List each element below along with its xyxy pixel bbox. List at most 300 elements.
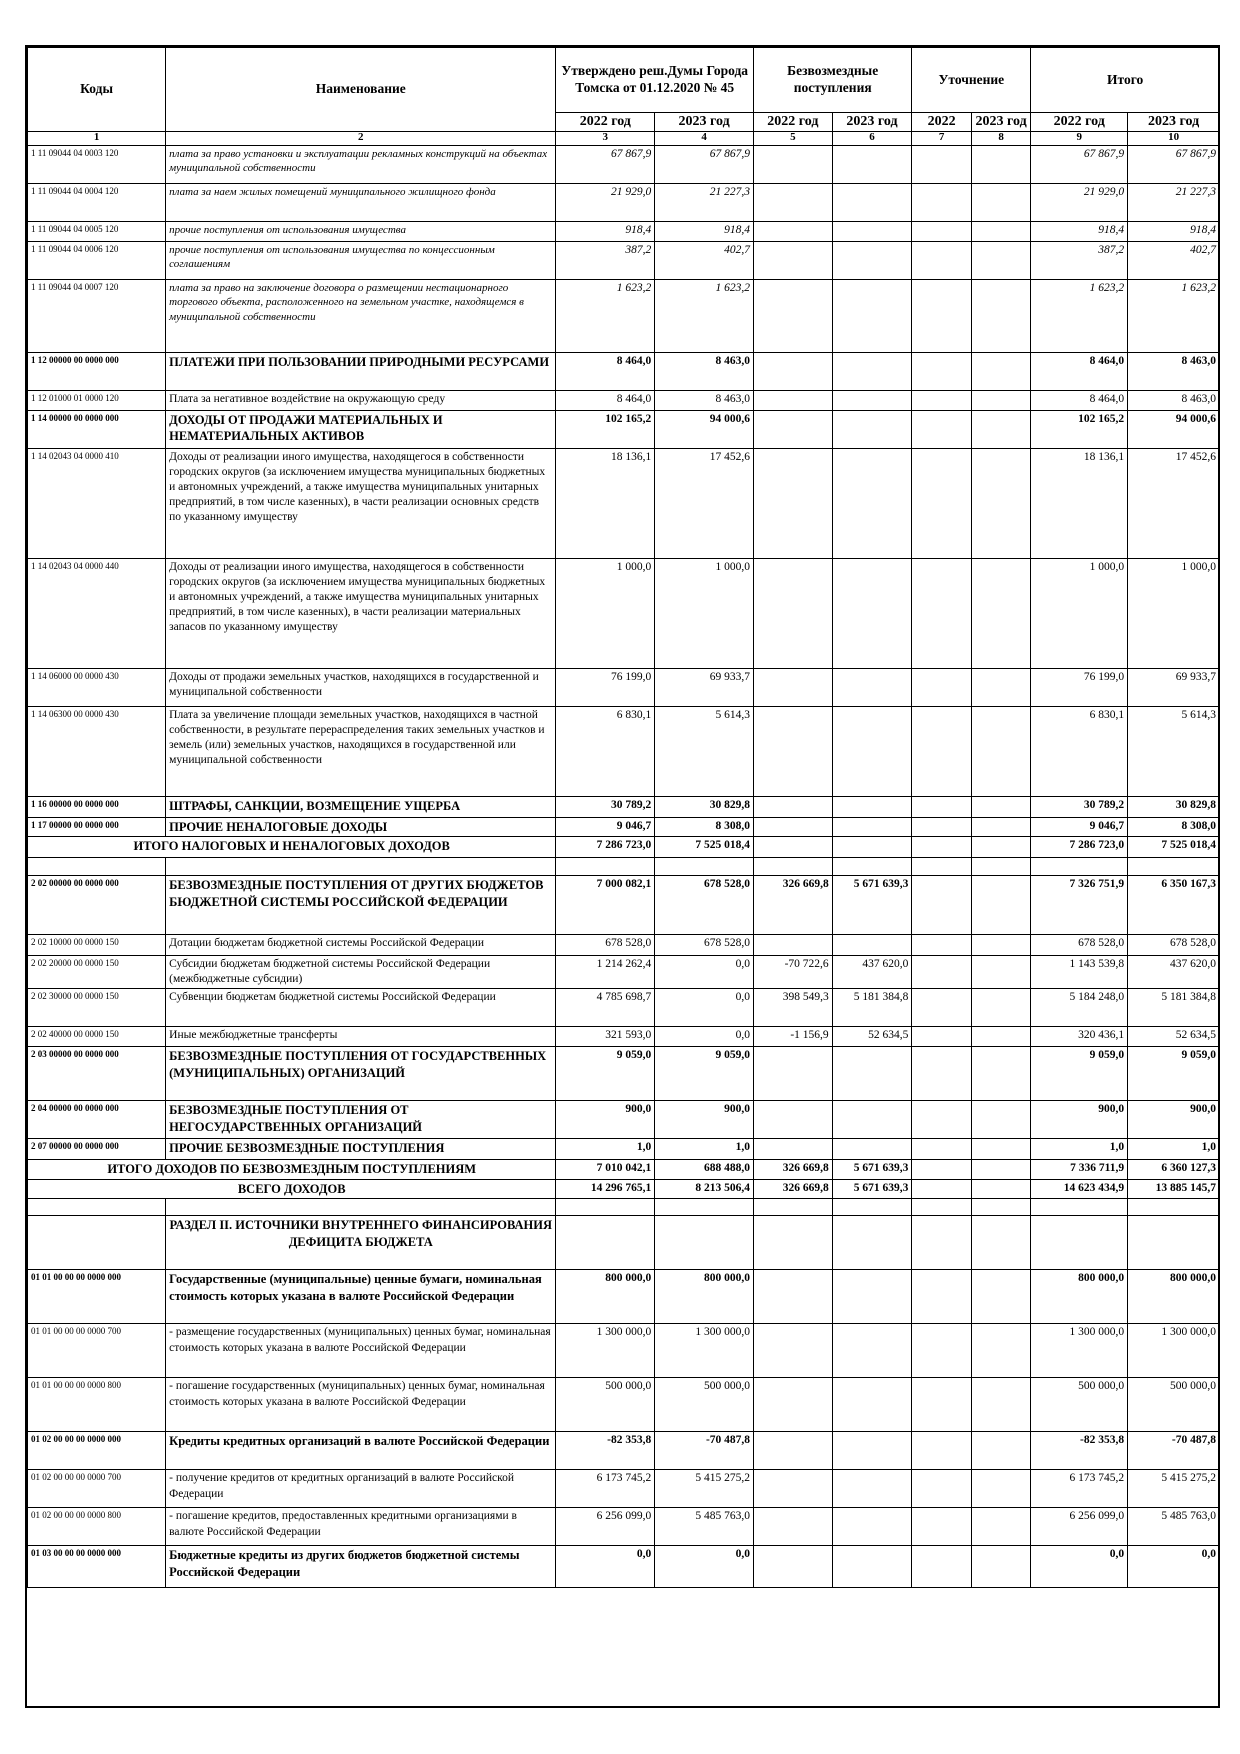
value-cell: 800 000,0 [556, 1270, 655, 1324]
budget-sheet [27, 47, 1220, 1588]
value-cell: 918,4 [655, 221, 754, 241]
value-cell [971, 221, 1031, 241]
empty-cell [754, 858, 833, 876]
header-year: 2022 год [1031, 113, 1128, 132]
table-row [28, 1508, 1220, 1546]
value-cell: 1 000,0 [1128, 558, 1220, 668]
row-code: 2 02 40000 00 0000 150 [28, 1027, 166, 1047]
value-cell: 900,0 [1128, 1101, 1220, 1139]
row-code: 1 12 00000 00 0000 000 [28, 352, 166, 390]
row-code: 1 16 00000 00 0000 000 [28, 796, 166, 817]
table-row [28, 989, 1220, 1027]
value-cell: 0,0 [655, 989, 754, 1027]
value-cell [912, 1101, 971, 1139]
value-cell: 6 256 099,0 [556, 1508, 655, 1546]
row-name: Доходы от реализации иного имущества, находящегося в собственности городских округов (за исключением имущества муниципальных бюджетных и автономных учреждений, а также имущества муниципальных унитарных предприятий, в том числе казенных), в части реализации материальных запасов по указанному имуществу [166, 558, 556, 668]
value-cell: 5 485 763,0 [1128, 1508, 1220, 1546]
row-name: плата за право на заключение договора о размещении нестационарного торгового объекта, расположенного на земельном участке, находящемся в муниципальной собственности [166, 279, 556, 352]
row-name: Доходы от реализации иного имущества, находящегося в собственности городских округов (за исключением имущества муниципальных бюджетных и автономных учреждений, а также имущества муниципальных унитарных предприятий, в том числе казенных), в части реализации основных средств по указанному имуществу [166, 448, 556, 558]
row-code: 01 02 00 00 00 0000 700 [28, 1470, 166, 1508]
value-cell [971, 706, 1031, 796]
value-cell [912, 935, 971, 956]
value-cell: 500 000,0 [1031, 1378, 1128, 1432]
value-cell [912, 1139, 971, 1160]
value-cell [832, 1047, 912, 1101]
value-cell [912, 1324, 971, 1378]
value-cell: 1 000,0 [556, 558, 655, 668]
value-cell: 0,0 [556, 1546, 655, 1588]
value-cell: 67 867,9 [556, 145, 655, 183]
value-cell: 1 623,2 [1031, 279, 1128, 352]
row-name: плата за наем жилых помещений муниципального жилищного фонда [166, 183, 556, 221]
value-cell: -1 156,9 [754, 1027, 833, 1047]
row-code: 01 01 00 00 00 0000 000 [28, 1270, 166, 1324]
value-cell: 30 789,2 [1031, 796, 1128, 817]
value-cell: -70 487,8 [655, 1432, 754, 1470]
table-row [28, 1139, 1220, 1160]
value-cell [912, 1047, 971, 1101]
row-name: БЕЗВОЗМЕЗДНЫЕ ПОСТУПЛЕНИЯ ОТ ДРУГИХ БЮДЖЕТОВ БЮДЖЕТНОЙ СИСТЕМЫ РОССИЙСКОЙ ФЕДЕРАЦИИ [166, 876, 556, 935]
table-row [28, 183, 1220, 221]
value-cell [832, 390, 912, 410]
row-code: 1 11 09044 04 0003 120 [28, 145, 166, 183]
value-cell [832, 1101, 912, 1139]
row-code: 2 04 00000 00 0000 000 [28, 1101, 166, 1139]
column-number: 7 [912, 131, 971, 145]
table-header [28, 48, 1220, 146]
value-cell: 688 488,0 [655, 1160, 754, 1180]
value-cell [832, 1508, 912, 1546]
row-code: 1 17 00000 00 0000 000 [28, 817, 166, 837]
value-cell: 67 867,9 [1031, 145, 1128, 183]
empty-cell [166, 1199, 556, 1216]
value-cell: 30 789,2 [556, 796, 655, 817]
value-cell [971, 1027, 1031, 1047]
value-cell: 387,2 [556, 241, 655, 279]
value-cell: 437 620,0 [1128, 956, 1220, 989]
empty-cell [28, 858, 166, 876]
table-row [28, 390, 1220, 410]
value-cell [912, 390, 971, 410]
value-cell: 402,7 [1128, 241, 1220, 279]
value-cell [556, 1216, 655, 1270]
value-cell: 102 165,2 [556, 410, 655, 448]
column-number: 1 [28, 131, 166, 145]
value-cell: 6 173 745,2 [1031, 1470, 1128, 1508]
value-cell [912, 1216, 971, 1270]
column-number: 10 [1128, 131, 1220, 145]
value-cell: 14 623 434,9 [1031, 1179, 1128, 1199]
row-name: - размещение государственных (муниципальных) ценных бумаг, номинальная стоимость которых указана в валюте Российской Федерации [166, 1324, 556, 1378]
value-cell [912, 668, 971, 706]
table-row [28, 668, 1220, 706]
row-code: 1 12 01000 01 0000 120 [28, 390, 166, 410]
value-cell: 7 010 042,1 [556, 1160, 655, 1180]
value-cell: 800 000,0 [655, 1270, 754, 1324]
value-cell [971, 1324, 1031, 1378]
value-cell: 94 000,6 [1128, 410, 1220, 448]
value-cell [971, 1047, 1031, 1101]
table-row [28, 1199, 1220, 1216]
value-cell: 1,0 [1128, 1139, 1220, 1160]
row-name: Иные межбюджетные трансферты [166, 1027, 556, 1047]
table-row [28, 145, 1220, 183]
value-cell [832, 1270, 912, 1324]
value-cell [832, 558, 912, 668]
empty-cell [655, 1199, 754, 1216]
table-row [28, 817, 1220, 837]
column-number: 2 [166, 131, 556, 145]
value-cell [832, 1139, 912, 1160]
value-cell: 5 671 639,3 [832, 1179, 912, 1199]
value-cell: 5 181 384,8 [832, 989, 912, 1027]
table-row [28, 1432, 1220, 1470]
value-cell [912, 410, 971, 448]
value-cell [832, 221, 912, 241]
value-cell: 17 452,6 [1128, 448, 1220, 558]
value-cell [971, 390, 1031, 410]
empty-cell [166, 858, 556, 876]
value-cell: 69 933,7 [1128, 668, 1220, 706]
value-cell: 678 528,0 [655, 935, 754, 956]
row-name: - погашение кредитов, предоставленных кредитными организациями в валюте Российской Федерации [166, 1508, 556, 1546]
table-row [28, 876, 1220, 935]
row-code: 2 07 00000 00 0000 000 [28, 1139, 166, 1160]
value-cell: 437 620,0 [832, 956, 912, 989]
value-cell: 1 300 000,0 [1031, 1324, 1128, 1378]
value-cell [971, 410, 1031, 448]
value-cell: 8 308,0 [1128, 817, 1220, 837]
row-code: 1 14 00000 00 0000 000 [28, 410, 166, 448]
table-row [28, 448, 1220, 558]
value-cell: 1 300 000,0 [1128, 1324, 1220, 1378]
row-name: - получение кредитов от кредитных организаций в валюте Российской Федерации [166, 1470, 556, 1508]
value-cell [971, 1101, 1031, 1139]
table-row [28, 1324, 1220, 1378]
value-cell: 321 593,0 [556, 1027, 655, 1047]
table-row [28, 221, 1220, 241]
value-cell: 326 669,8 [754, 1179, 833, 1199]
row-name: Субвенции бюджетам бюджетной системы Российской Федерации [166, 989, 556, 1027]
value-cell: 7 525 018,4 [655, 837, 754, 858]
value-cell: 69 933,7 [655, 668, 754, 706]
value-cell [971, 1160, 1031, 1180]
table-row [28, 352, 1220, 390]
empty-cell [912, 858, 971, 876]
value-cell [971, 1432, 1031, 1470]
header-name: Наименование [166, 48, 556, 132]
value-cell [832, 279, 912, 352]
value-cell [754, 1546, 833, 1588]
value-cell: 8 464,0 [1031, 352, 1128, 390]
column-number: 3 [556, 131, 655, 145]
value-cell [971, 837, 1031, 858]
value-cell: 1 214 262,4 [556, 956, 655, 989]
value-cell [971, 1508, 1031, 1546]
value-cell [971, 989, 1031, 1027]
row-name: Доходы от продажи земельных участков, находящихся в государственной и муниципальной собственности [166, 668, 556, 706]
value-cell: 30 829,8 [1128, 796, 1220, 817]
value-cell: 9 046,7 [556, 817, 655, 837]
value-cell: 5 415 275,2 [1128, 1470, 1220, 1508]
table-row [28, 796, 1220, 817]
value-cell [754, 1139, 833, 1160]
row-code: 2 02 30000 00 0000 150 [28, 989, 166, 1027]
value-cell [832, 706, 912, 796]
empty-cell [1128, 858, 1220, 876]
value-cell: 21 929,0 [1031, 183, 1128, 221]
column-number: 4 [655, 131, 754, 145]
value-cell: 900,0 [556, 1101, 655, 1139]
value-cell: 5 181 384,8 [1128, 989, 1220, 1027]
value-cell: 6 173 745,2 [556, 1470, 655, 1508]
row-code [28, 1216, 166, 1270]
value-cell: 5 415 275,2 [655, 1470, 754, 1508]
value-cell: -70 722,6 [754, 956, 833, 989]
value-cell [912, 1546, 971, 1588]
value-cell: 102 165,2 [1031, 410, 1128, 448]
value-cell: 326 669,8 [754, 876, 833, 935]
row-name: Государственные (муниципальные) ценные бумаги, номинальная стоимость которых указана в валюте Российской Федерации [166, 1270, 556, 1324]
column-number: 6 [832, 131, 912, 145]
value-cell: 9 059,0 [556, 1047, 655, 1101]
row-name: Дотации бюджетам бюджетной системы Российской Федерации [166, 935, 556, 956]
table-row [28, 410, 1220, 448]
value-cell [912, 1179, 971, 1199]
value-cell: 21 227,3 [655, 183, 754, 221]
value-cell: -82 353,8 [556, 1432, 655, 1470]
value-cell [912, 352, 971, 390]
value-cell [971, 1378, 1031, 1432]
value-cell [832, 1470, 912, 1508]
table-row [28, 1546, 1220, 1588]
empty-cell [754, 1199, 833, 1216]
value-cell: 18 136,1 [1031, 448, 1128, 558]
value-cell: 1 000,0 [655, 558, 754, 668]
row-code: 1 14 06000 00 0000 430 [28, 668, 166, 706]
value-cell [754, 817, 833, 837]
value-cell [971, 145, 1031, 183]
value-cell [832, 817, 912, 837]
table-row [28, 1216, 1220, 1270]
value-cell [754, 410, 833, 448]
value-cell [912, 448, 971, 558]
value-cell: 500 000,0 [1128, 1378, 1220, 1432]
value-cell: 21 929,0 [556, 183, 655, 221]
value-cell [912, 989, 971, 1027]
value-cell: 678 528,0 [556, 935, 655, 956]
header-total: Итого [1031, 48, 1220, 113]
value-cell: 1 623,2 [655, 279, 754, 352]
budget-table [27, 47, 1220, 1588]
value-cell [971, 1270, 1031, 1324]
value-cell: 918,4 [1128, 221, 1220, 241]
row-name: Бюджетные кредиты из других бюджетов бюджетной системы Российской Федерации [166, 1546, 556, 1588]
empty-cell [832, 858, 912, 876]
value-cell: 7 000 082,1 [556, 876, 655, 935]
value-cell: 800 000,0 [1128, 1270, 1220, 1324]
value-cell: 500 000,0 [556, 1378, 655, 1432]
value-cell: 52 634,5 [1128, 1027, 1220, 1047]
value-cell [971, 352, 1031, 390]
empty-cell [971, 1199, 1031, 1216]
value-cell [832, 837, 912, 858]
value-cell: 800 000,0 [1031, 1270, 1128, 1324]
row-code: 01 03 00 00 00 0000 000 [28, 1546, 166, 1588]
value-cell: 900,0 [1031, 1101, 1128, 1139]
value-cell [832, 1432, 912, 1470]
value-cell: 7 525 018,4 [1128, 837, 1220, 858]
value-cell: 7 326 751,9 [1031, 876, 1128, 935]
table-row [28, 837, 1220, 858]
value-cell [971, 1216, 1031, 1270]
value-cell [754, 706, 833, 796]
value-cell: 0,0 [1128, 1546, 1220, 1588]
value-cell [754, 1508, 833, 1546]
value-cell: 8 464,0 [556, 390, 655, 410]
empty-cell [971, 858, 1031, 876]
empty-cell [556, 858, 655, 876]
value-cell: 6 830,1 [1031, 706, 1128, 796]
value-cell [971, 558, 1031, 668]
value-cell [754, 558, 833, 668]
value-cell: 5 614,3 [1128, 706, 1220, 796]
table-row [28, 1047, 1220, 1101]
table-row [28, 1101, 1220, 1139]
value-cell [1128, 1216, 1220, 1270]
value-cell [912, 1378, 971, 1432]
value-cell [754, 241, 833, 279]
row-name: Плата за увеличение площади земельных участков, находящихся в частной собственности, в результате перераспределения таких земельных участков и земель (или) земельных участков, находящихся в государственной или муниципальной собственности [166, 706, 556, 796]
value-cell: 5 614,3 [655, 706, 754, 796]
value-cell: 6 830,1 [556, 706, 655, 796]
header-approved: Утверждено реш.Думы Города Томска от 01.12.2020 № 45 [556, 48, 754, 113]
value-cell: 1 300 000,0 [655, 1324, 754, 1378]
table-row [28, 706, 1220, 796]
value-cell [832, 183, 912, 221]
value-cell: 678 528,0 [1128, 935, 1220, 956]
row-code: 2 02 10000 00 0000 150 [28, 935, 166, 956]
row-name: РАЗДЕЛ II. ИСТОЧНИКИ ВНУТРЕННЕГО ФИНАНСИРОВАНИЯ ДЕФИЦИТА БЮДЖЕТА [166, 1216, 556, 1270]
row-name: Плата за негативное воздействие на окружающую среду [166, 390, 556, 410]
value-cell: 5 184 248,0 [1031, 989, 1128, 1027]
table-row [28, 935, 1220, 956]
row-name: ШТРАФЫ, САНКЦИИ, ВОЗМЕЩЕНИЕ УЩЕРБА [166, 796, 556, 817]
value-cell [912, 876, 971, 935]
header-clarification: Уточнение [912, 48, 1031, 113]
value-cell [912, 1160, 971, 1180]
table-row [28, 1027, 1220, 1047]
value-cell: 6 360 127,3 [1128, 1160, 1220, 1180]
value-cell: 1 143 539,8 [1031, 956, 1128, 989]
empty-cell [832, 1199, 912, 1216]
value-cell: -70 487,8 [1128, 1432, 1220, 1470]
value-cell: 8 308,0 [655, 817, 754, 837]
empty-cell [1128, 1199, 1220, 1216]
value-cell: 1,0 [1031, 1139, 1128, 1160]
header-year: 2022 [912, 113, 971, 132]
value-cell: 5 671 639,3 [832, 1160, 912, 1180]
value-cell [912, 241, 971, 279]
value-cell: -82 353,8 [1031, 1432, 1128, 1470]
value-cell: 1 623,2 [556, 279, 655, 352]
value-cell: 0,0 [655, 1027, 754, 1047]
value-cell: 9 046,7 [1031, 817, 1128, 837]
value-cell: 9 059,0 [655, 1047, 754, 1101]
value-cell [754, 1216, 833, 1270]
value-cell: 387,2 [1031, 241, 1128, 279]
row-code: 2 02 00000 00 0000 000 [28, 876, 166, 935]
value-cell [754, 837, 833, 858]
row-code: 1 11 09044 04 0006 120 [28, 241, 166, 279]
value-cell: 8 463,0 [1128, 390, 1220, 410]
value-cell: 8 464,0 [556, 352, 655, 390]
value-cell [971, 935, 1031, 956]
row-code: 01 01 00 00 00 0000 700 [28, 1324, 166, 1378]
row-code: 1 14 02043 04 0000 410 [28, 448, 166, 558]
header-codes: Коды [28, 48, 166, 132]
value-cell: 30 829,8 [655, 796, 754, 817]
value-cell [754, 390, 833, 410]
value-cell: 8 463,0 [1128, 352, 1220, 390]
value-cell: 8 463,0 [655, 390, 754, 410]
row-name: Кредиты кредитных организаций в валюте Российской Федерации [166, 1432, 556, 1470]
value-cell: 0,0 [1031, 1546, 1128, 1588]
value-cell [754, 145, 833, 183]
value-cell [912, 796, 971, 817]
value-cell: 17 452,6 [655, 448, 754, 558]
value-cell: 67 867,9 [655, 145, 754, 183]
value-cell [754, 183, 833, 221]
value-cell: 7 286 723,0 [556, 837, 655, 858]
value-cell: 8 463,0 [655, 352, 754, 390]
header-grants: Безвозмездные поступления [754, 48, 912, 113]
value-cell [912, 1470, 971, 1508]
value-cell [832, 796, 912, 817]
value-cell: 1 000,0 [1031, 558, 1128, 668]
value-cell: 21 227,3 [1128, 183, 1220, 221]
value-cell [971, 183, 1031, 221]
value-cell [912, 145, 971, 183]
value-cell: 326 669,8 [754, 1160, 833, 1180]
value-cell [754, 448, 833, 558]
value-cell: 67 867,9 [1128, 145, 1220, 183]
total-label: ВСЕГО ДОХОДОВ [28, 1179, 556, 1199]
value-cell: 678 528,0 [1031, 935, 1128, 956]
value-cell [912, 221, 971, 241]
value-cell: 398 549,3 [754, 989, 833, 1027]
table-row [28, 241, 1220, 279]
value-cell: 1,0 [655, 1139, 754, 1160]
value-cell: 18 136,1 [556, 448, 655, 558]
value-cell [971, 1470, 1031, 1508]
value-cell [912, 1270, 971, 1324]
value-cell [1031, 1216, 1128, 1270]
value-cell [754, 1432, 833, 1470]
row-name: - погашение государственных (муниципальных) ценных бумаг, номинальная стоимость которых указана в валюте Российской Федерации [166, 1378, 556, 1432]
value-cell: 0,0 [655, 956, 754, 989]
value-cell [912, 1508, 971, 1546]
column-number: 9 [1031, 131, 1128, 145]
value-cell [971, 956, 1031, 989]
value-cell [832, 352, 912, 390]
value-cell: 6 350 167,3 [1128, 876, 1220, 935]
column-number: 5 [754, 131, 833, 145]
row-code: 1 11 09044 04 0007 120 [28, 279, 166, 352]
value-cell: 94 000,6 [655, 410, 754, 448]
value-cell [754, 1324, 833, 1378]
value-cell [754, 796, 833, 817]
